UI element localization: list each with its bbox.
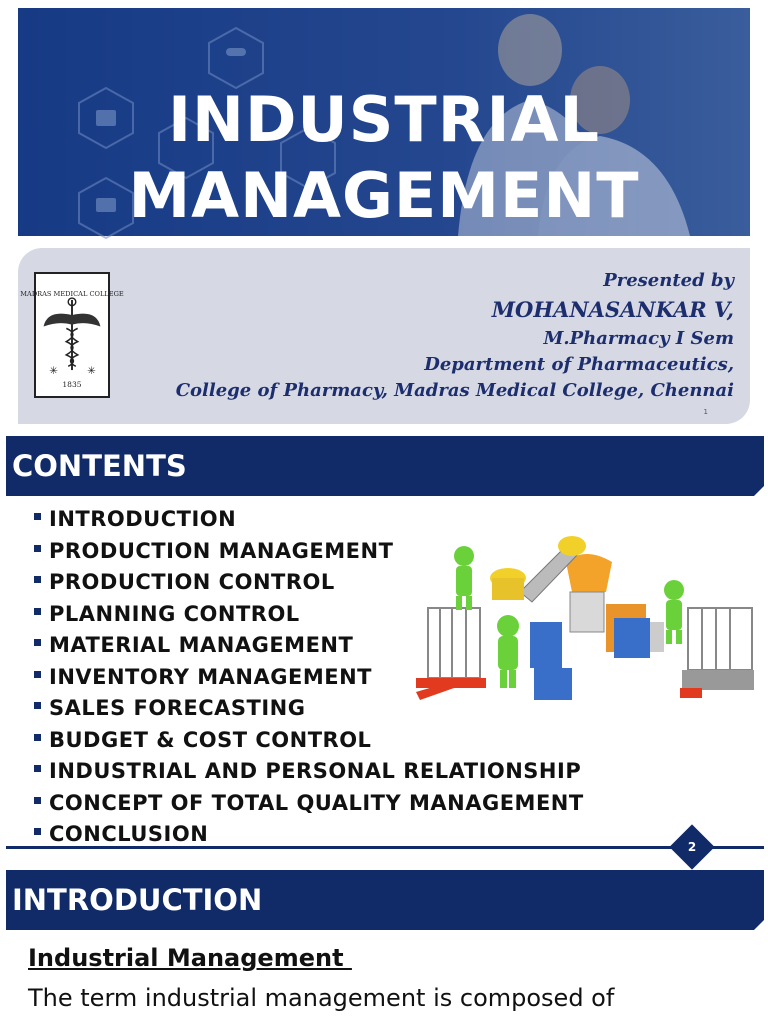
bullet-icon: [34, 671, 41, 678]
title-line-1: INDUSTRIAL: [167, 83, 600, 156]
bullet-icon: [34, 765, 41, 772]
introduction-subheading: Industrial Management: [28, 944, 352, 972]
list-item-label: CONCEPT OF TOTAL QUALITY MANAGEMENT: [49, 790, 584, 815]
introduction-heading: INTRODUCTION: [12, 883, 263, 917]
bullet-icon: [34, 545, 41, 552]
list-item-label: PRODUCTION CONTROL: [49, 570, 335, 594]
presenter-details: [176, 268, 734, 404]
list-item-label: PRODUCTION MANAGEMENT: [49, 538, 394, 563]
title-line-2: MANAGEMENT: [128, 159, 640, 232]
list-item: [34, 756, 584, 788]
bullet-icon: [34, 576, 41, 583]
bullet-icon: [34, 797, 41, 804]
presenter-department: Department of Pharmaceutics,: [424, 354, 734, 375]
contents-header-band: [6, 436, 764, 496]
presenter-institution: College of Pharmacy, Madras Medical College, Chennai: [175, 380, 734, 401]
caduceus-emblem-icon: [20, 274, 124, 396]
bullet-icon: [34, 828, 41, 835]
bullet-icon: [34, 513, 41, 520]
college-seal-logo: [20, 272, 124, 398]
svg-text:✳: ✳: [49, 364, 58, 377]
presented-by-label: Presented by: [603, 270, 734, 291]
band-corner: [754, 920, 764, 930]
introduction-header-band: [6, 870, 764, 930]
list-item: [34, 725, 584, 757]
bullet-icon: [34, 639, 41, 646]
list-item-label: BUDGET & COST CONTROL: [49, 727, 372, 752]
title-banner: [18, 8, 750, 236]
list-item-label: INVENTORY MANAGEMENT: [49, 664, 372, 689]
bullet-icon: [34, 702, 41, 709]
factory-workers-illustration: [410, 532, 760, 716]
introduction-body-text: The term industrial management is composed of: [28, 984, 615, 1012]
list-item-label: CONCLUSION: [49, 822, 209, 846]
list-item: [34, 504, 584, 536]
contents-heading: CONTENTS: [12, 449, 187, 483]
band-corner: [754, 486, 764, 496]
presenter-name: MOHANASANKAR V,: [491, 297, 734, 322]
presenter-course: M.Pharmacy I Sem: [543, 328, 734, 349]
bullet-icon: [34, 608, 41, 615]
list-item-label: PLANNING CONTROL: [49, 601, 300, 626]
list-item-label: MATERIAL MANAGEMENT: [49, 633, 354, 657]
list-item-label: INTRODUCTION: [49, 507, 237, 531]
svg-text:✳: ✳: [87, 364, 96, 377]
page-number: 2: [687, 840, 697, 854]
list-item-label: INDUSTRIAL AND PERSONAL RELATIONSHIP: [49, 759, 582, 783]
slide-number: 1: [703, 408, 708, 416]
list-item: [34, 788, 584, 820]
presenter-panel: [18, 248, 750, 424]
seal-college-text: MADRAS MEDICAL COLLEGE: [20, 290, 124, 299]
presentation-title: [18, 82, 750, 234]
seal-year: 1835: [62, 380, 82, 390]
list-item-label: SALES FORECASTING: [49, 696, 306, 720]
slide-divider: [6, 846, 764, 849]
bullet-icon: [34, 734, 41, 741]
